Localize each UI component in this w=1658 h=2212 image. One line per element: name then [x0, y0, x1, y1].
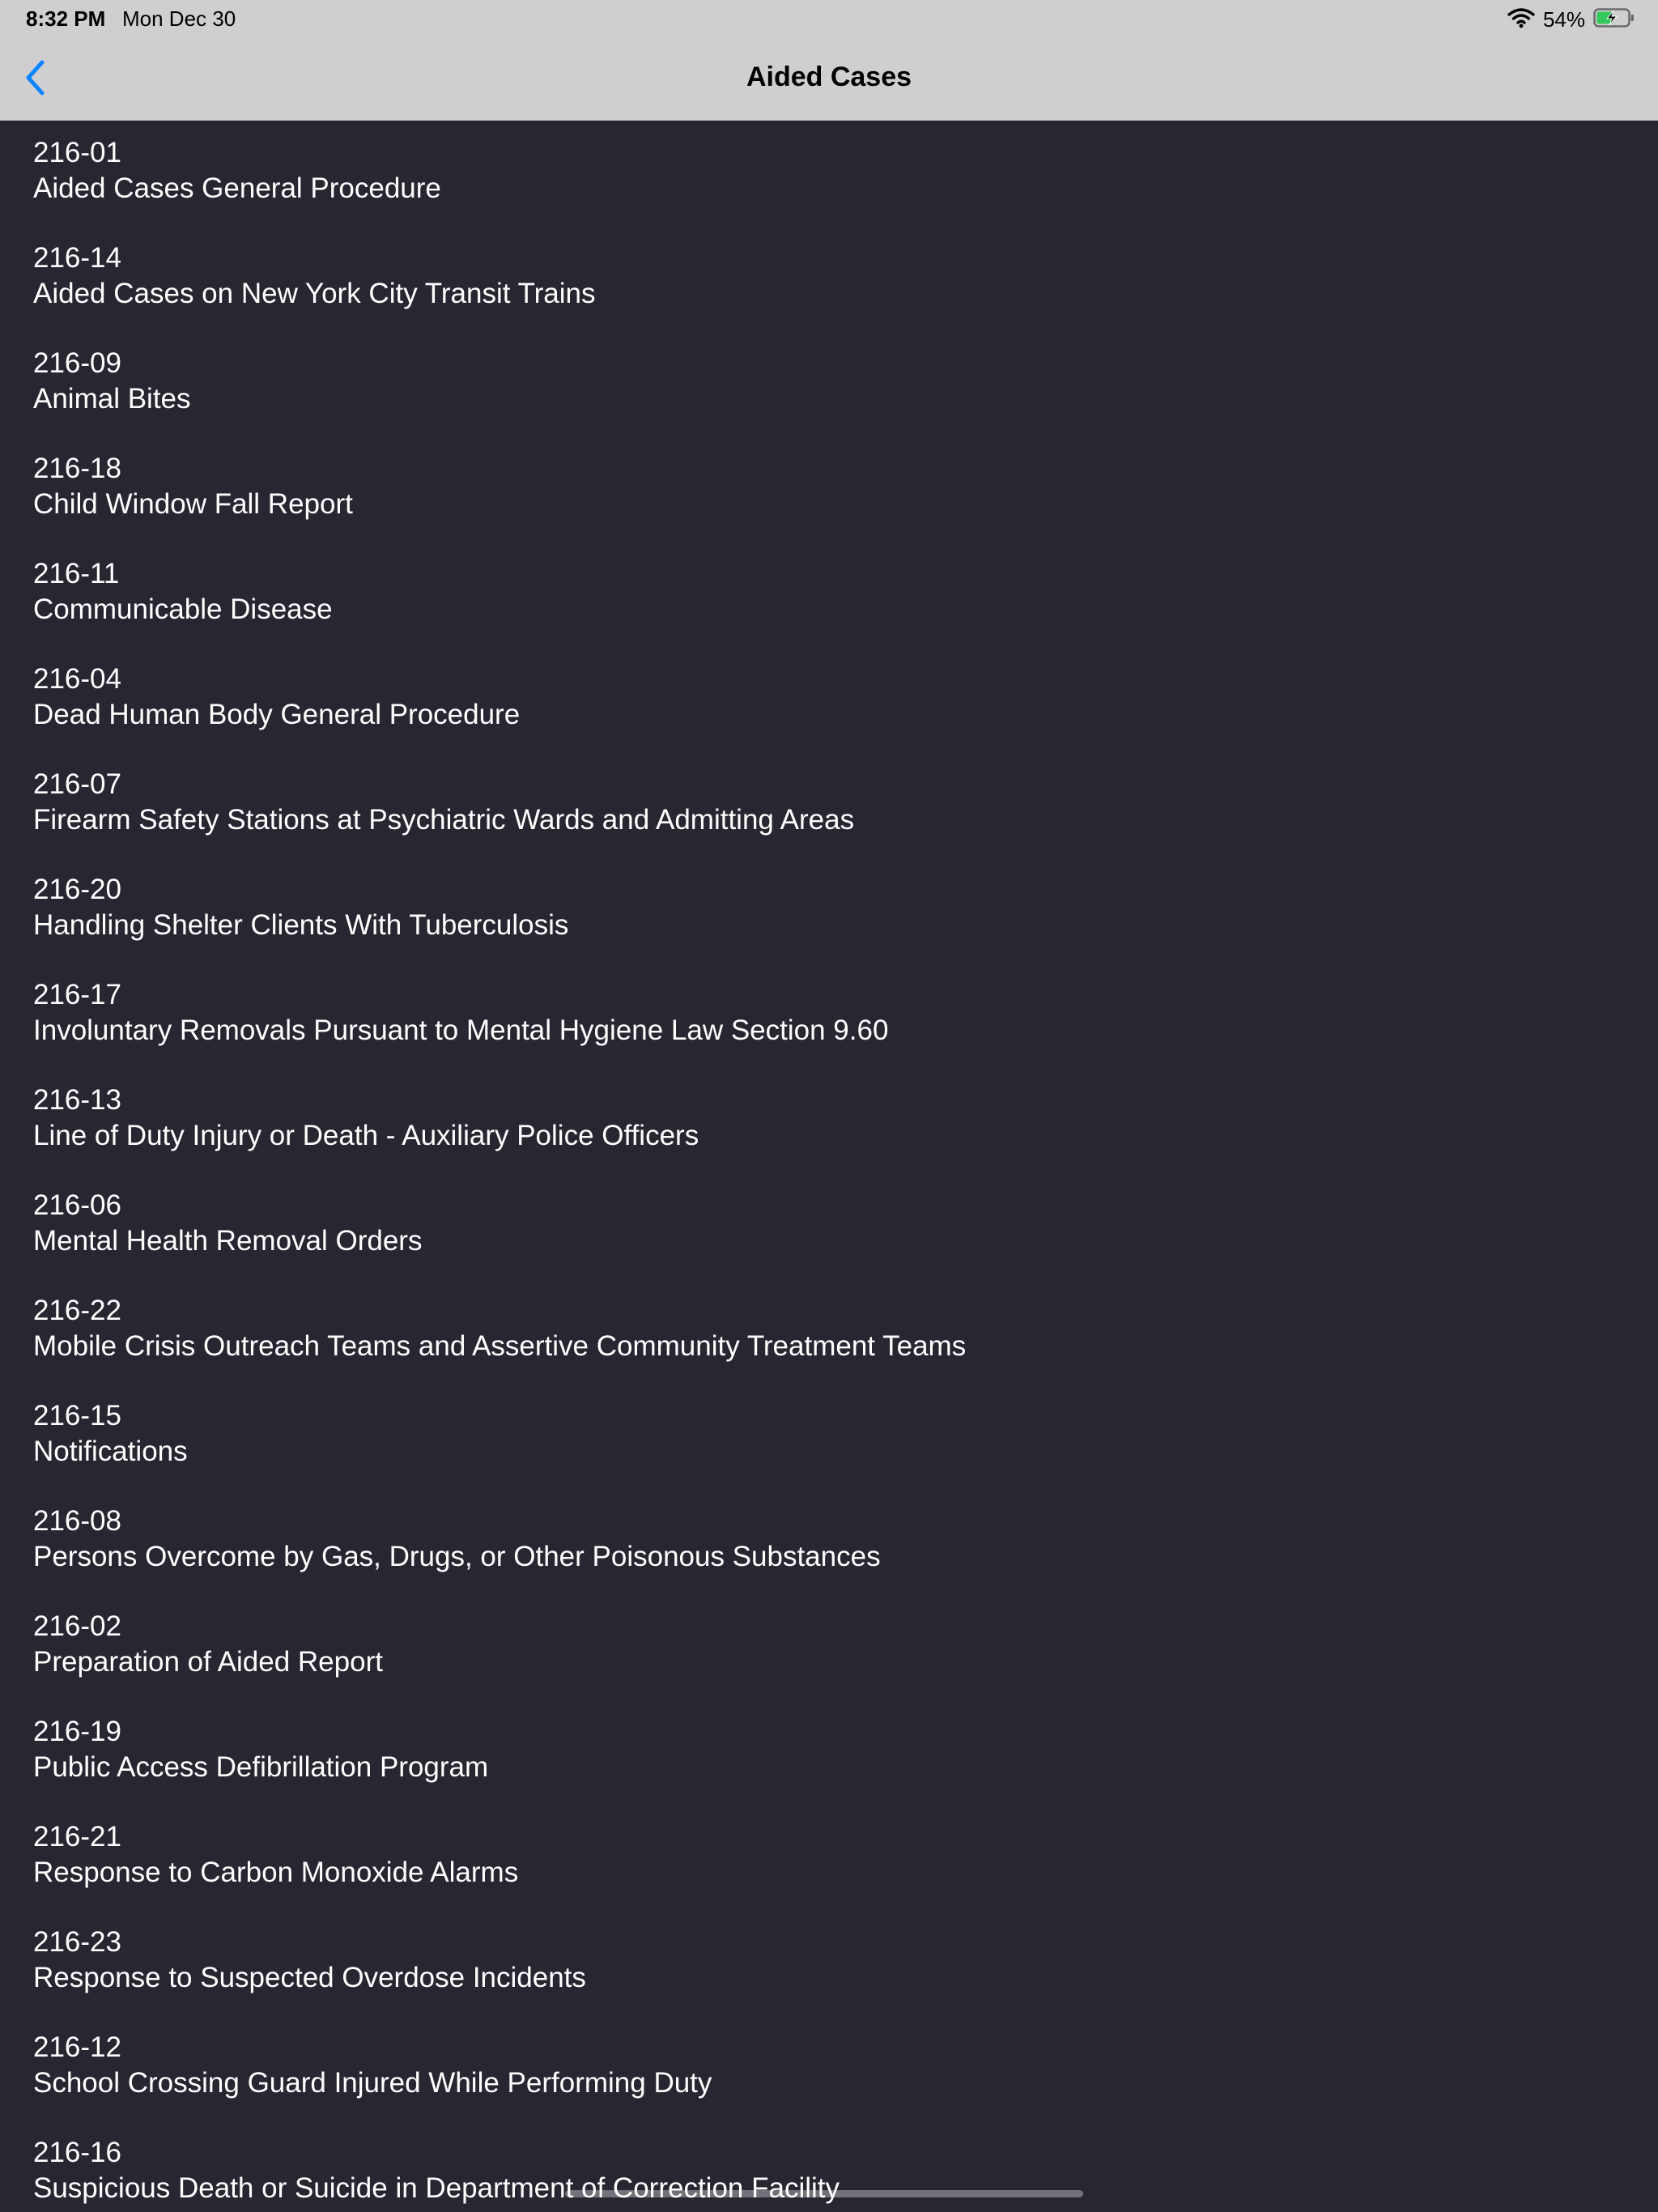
- item-title: School Crossing Guard Injured While Performing Duty: [33, 2067, 712, 2099]
- navigation-bar: [0, 39, 1658, 120]
- item-code: 216-17: [33, 979, 121, 1010]
- status-indicators: [1507, 6, 1635, 32]
- item-title: Handling Shelter Clients With Tuberculosis: [33, 909, 569, 941]
- item-code: 216-22: [33, 1295, 121, 1326]
- item-code: 216-21: [33, 1821, 121, 1853]
- item-code: 216-01: [33, 137, 121, 168]
- list-item[interactable]: [0, 1278, 1658, 1384]
- item-title: Suspicious Death or Suicide in Department of Correction Facility: [33, 2172, 840, 2204]
- battery-charging-icon: [1593, 7, 1635, 32]
- item-code: 216-08: [33, 1505, 121, 1537]
- home-indicator[interactable]: [565, 2190, 1083, 2197]
- item-code: 216-20: [33, 874, 121, 905]
- item-title: Firearm Safety Stations at Psychiatric Wards and Admitting Areas: [33, 804, 855, 836]
- top-chrome: [0, 0, 1658, 121]
- list-item[interactable]: [0, 1068, 1658, 1173]
- item-title: Involuntary Removals Pursuant to Mental Hygiene Law Section 9.60: [33, 1015, 889, 1046]
- status-time: 8:32 PM: [26, 6, 106, 31]
- item-title: Mobile Crisis Outreach Teams and Assertive Community Treatment Teams: [33, 1330, 967, 1362]
- item-code: 216-18: [33, 453, 121, 484]
- item-title: Response to Suspected Overdose Incidents: [33, 1962, 586, 1993]
- list-item[interactable]: [0, 1910, 1658, 2015]
- item-code: 216-19: [33, 1716, 121, 1747]
- list-item[interactable]: [0, 1805, 1658, 1910]
- item-code: 216-15: [33, 1400, 121, 1431]
- list-item[interactable]: [0, 1173, 1658, 1278]
- list-item[interactable]: [0, 436, 1658, 542]
- list-item[interactable]: [0, 1384, 1658, 1489]
- list-item[interactable]: [0, 1594, 1658, 1699]
- item-title: Persons Overcome by Gas, Drugs, or Other Poisonous Substances: [33, 1541, 881, 1572]
- list-item[interactable]: [0, 857, 1658, 963]
- item-code: 216-06: [33, 1189, 121, 1221]
- list-item[interactable]: [0, 1489, 1658, 1594]
- status-date: Mon Dec 30: [122, 6, 236, 31]
- item-title: Response to Carbon Monoxide Alarms: [33, 1857, 519, 1888]
- status-bar: [0, 0, 1658, 39]
- list-item[interactable]: [0, 2121, 1658, 2212]
- item-title: Line of Duty Injury or Death - Auxiliary Police Officers: [33, 1120, 699, 1151]
- item-title: Dead Human Body General Procedure: [33, 699, 521, 730]
- item-code: 216-16: [33, 2137, 121, 2168]
- item-title: Mental Health Removal Orders: [33, 1225, 423, 1257]
- item-code: 216-23: [33, 1926, 121, 1958]
- list-item[interactable]: [0, 647, 1658, 752]
- item-code: 216-13: [33, 1084, 121, 1116]
- list-item[interactable]: [0, 542, 1658, 647]
- item-title: Aided Cases General Procedure: [33, 172, 441, 204]
- list-item[interactable]: [0, 226, 1658, 331]
- item-code: 216-04: [33, 663, 121, 695]
- item-title: Communicable Disease: [33, 593, 333, 625]
- item-code: 216-14: [33, 242, 121, 274]
- battery-percent: 54%: [1542, 6, 1585, 32]
- item-title: Animal Bites: [33, 383, 191, 415]
- page-title: Aided Cases: [746, 62, 912, 92]
- list-item[interactable]: [0, 1699, 1658, 1805]
- item-title: Child Window Fall Report: [33, 488, 353, 520]
- item-code: 216-12: [33, 2031, 121, 2063]
- item-code: 216-02: [33, 1610, 121, 1642]
- wifi-icon: [1507, 7, 1535, 32]
- list-item[interactable]: [0, 331, 1658, 436]
- procedure-list[interactable]: [0, 121, 1658, 2212]
- item-code: 216-09: [33, 347, 121, 379]
- list-item[interactable]: [0, 752, 1658, 857]
- item-code: 216-11: [33, 558, 120, 589]
- item-code: 216-07: [33, 768, 121, 800]
- list-item[interactable]: [0, 2015, 1658, 2121]
- list-item[interactable]: [0, 121, 1658, 226]
- list-item[interactable]: [0, 963, 1658, 1068]
- item-title: Aided Cases on New York City Transit Trains: [33, 278, 596, 309]
- item-title: Public Access Defibrillation Program: [33, 1751, 489, 1783]
- item-title: Preparation of Aided Report: [33, 1646, 383, 1678]
- item-title: Notifications: [33, 1436, 188, 1467]
